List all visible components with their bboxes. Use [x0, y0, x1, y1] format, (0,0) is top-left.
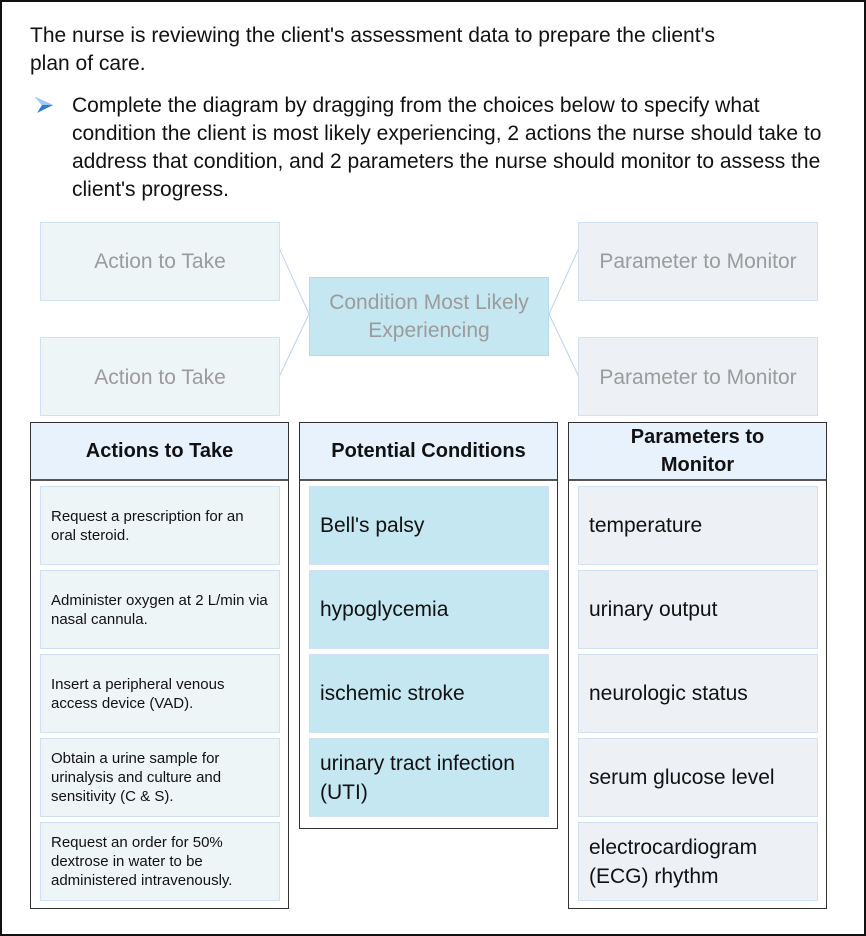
parameter-choice[interactable]: urinary output [578, 570, 818, 649]
condition-choice[interactable]: hypoglycemia [309, 570, 549, 649]
action-choice[interactable]: Request an order for 50% dextrose in water to be administered intravenously. [40, 822, 280, 901]
parameter-choice[interactable]: temperature [578, 486, 818, 565]
conditions-column-title: Potential Conditions [300, 423, 557, 481]
actions-column-title: Actions to Take [31, 423, 288, 481]
action-choice[interactable]: Administer oxygen at 2 L/min via nasal cannula. [40, 570, 280, 649]
instruction-text: Complete the diagram by dragging from the choices below to specify what condition the client is most likely experiencing, 2 actions the nurse should take to address that condition, and 2 parameters the nurse should monitor to assess the client's progress. [72, 94, 822, 201]
parameter-drop-slot-1[interactable]: Parameter to Monitor [578, 222, 818, 301]
action-drop-slot-2[interactable]: Action to Take [40, 337, 280, 416]
condition-drop-slot[interactable]: Condition Most Likely Experiencing [309, 277, 549, 356]
question-stem: The nurse is reviewing the client's assessment data to prepare the client's plan of care. [30, 24, 716, 75]
action-drop-slot-1[interactable]: Action to Take [40, 222, 280, 301]
condition-choice[interactable]: Bell's palsy [309, 486, 549, 565]
parameter-choice[interactable]: serum glucose level [578, 738, 818, 817]
parameter-choice[interactable]: electrocardiogram (ECG) rhythm [578, 822, 818, 901]
conditions-column [299, 422, 558, 829]
action-choice[interactable]: Insert a peripheral venous access device (VAD). [40, 654, 280, 733]
parameters-column [568, 422, 827, 909]
action-choice[interactable]: Obtain a urine sample for urinalysis and culture and sensitivity (C & S). [40, 738, 280, 817]
action-choice[interactable]: Request a prescription for an oral steroid. [40, 486, 280, 565]
parameters-column-title: Parameters to Monitor [569, 423, 826, 481]
parameter-drop-slot-2[interactable]: Parameter to Monitor [578, 337, 818, 416]
arrow-bullet-icon [34, 96, 54, 114]
condition-choice[interactable]: urinary tract infection (UTI) [309, 738, 549, 817]
parameter-choice[interactable]: neurologic status [578, 654, 818, 733]
condition-choice[interactable]: ischemic stroke [309, 654, 549, 733]
actions-column [30, 422, 289, 909]
